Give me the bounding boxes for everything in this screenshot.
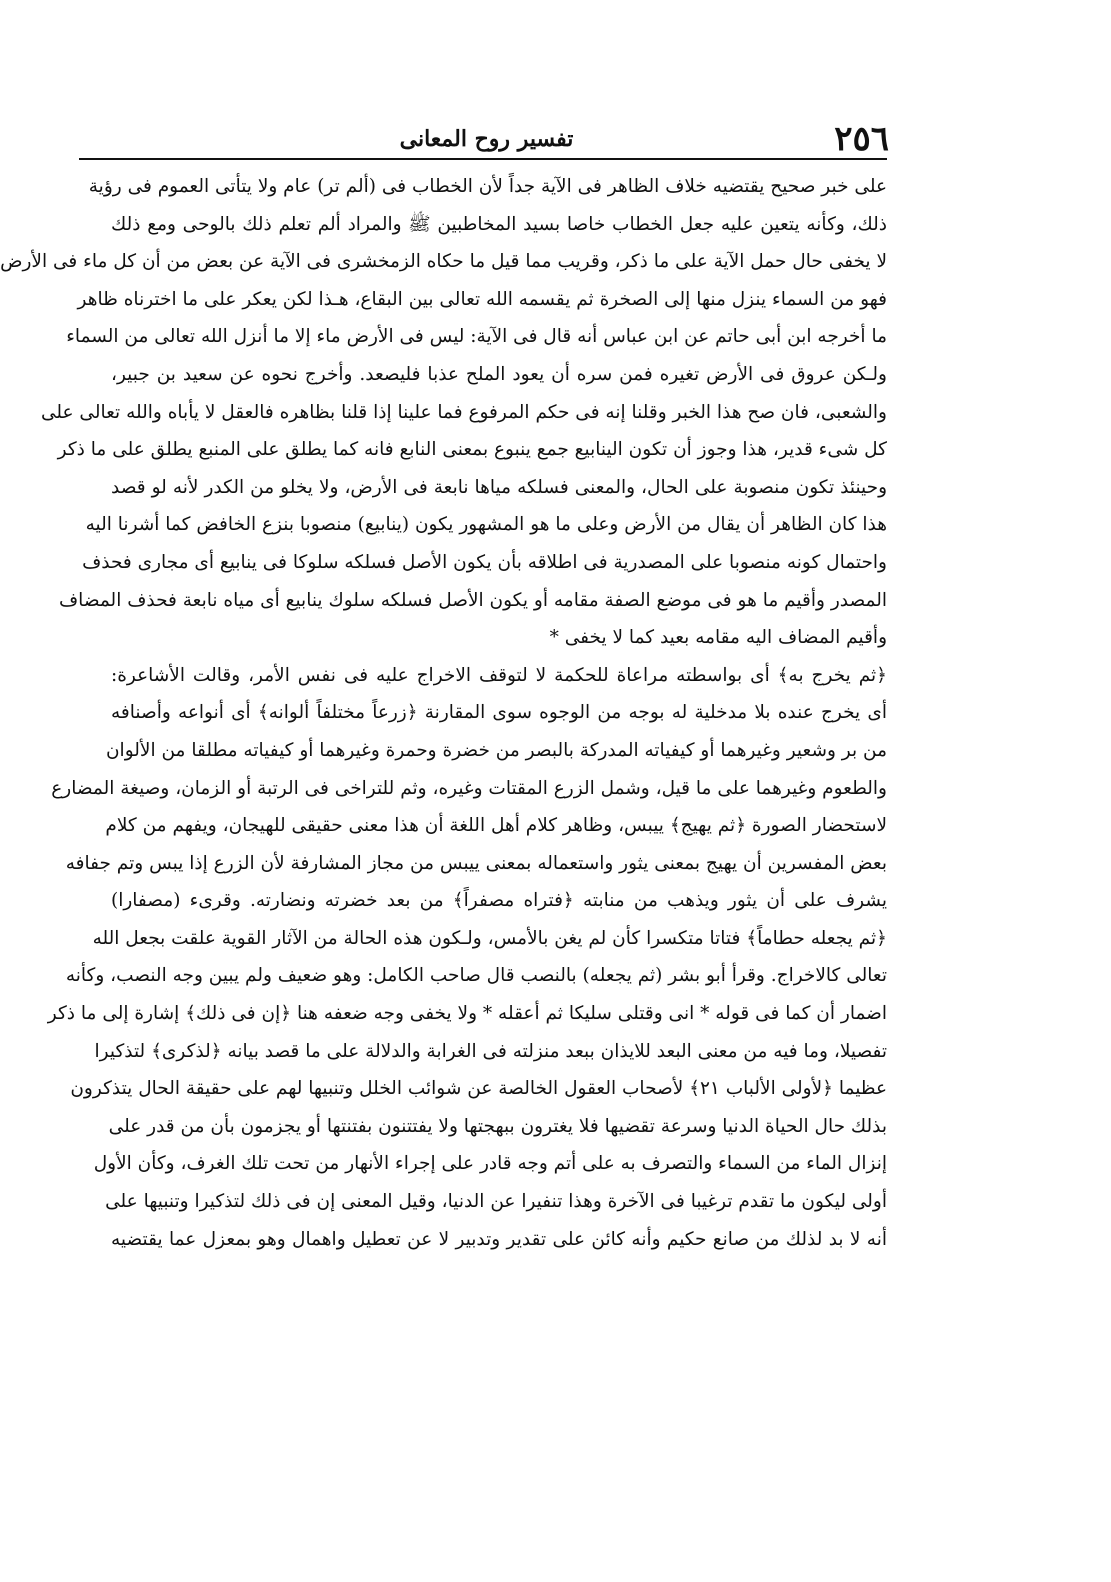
text-line: وحينئذ تكون منصوبة على الحال، والمعنى فسلكه مياها نابعة فى الأرض، ولا يخلو من الكدر لأنه لو قصد (111, 476, 887, 498)
text-line: على خبر صحيح يقتضيه خلاف الظاهر فى الآية جداً لأن الخطاب فى (ألم تر) عام ولا يتأتى العموم فى رؤية (88, 176, 887, 197)
text-line: بعض المفسرين أن يهيج بمعنى يثور واستعماله بمعنى ييبس من مجاز المشارفة لأن الزرع إذا يبس وتم جفافه (65, 852, 887, 874)
text-line: ما أخرجه ابن أبى حاتم عن ابن عباس أنه قال فى الآية: ليس فى الأرض ماء إلا ما أنزل الله تعالى من السماء (66, 326, 887, 348)
text-line: ولـكن عروق فى الأرض تغيره فمن سره أن يعود الملح عذبا فليصعد. وأخرج نحوه عن سعيد بن جبير، (111, 363, 887, 385)
text-line: واحتمال كونه منصوبا على المصدرية فى اطلاقه بأن يكون الأصل فسلكه سلوكا فى ينابيع أى مجارى فحذف (82, 551, 887, 573)
running-title: تفسير روح المعانى (399, 126, 574, 152)
text-line: إنزال الماء من السماء والتصرف به على أتم وجه قادر على إجراء الأنهار من تحت تلك الغرف، وكأن الأول (93, 1153, 887, 1175)
text-line: ﴿ثم يجعله حطاماً﴾ فتاتا متكسرا كأن لم يغن بالأمس، ولـكون هذه الحالة من الآثار القوية علقت بجعل الله (92, 927, 887, 949)
text-line: أولى ليكون ما تقدم ترغيبا فى الآخرة وهذا تنفيرا عن الدنيا، وقيل المعنى إن فى ذلك لتذكيرا وتنبيها على (105, 1191, 887, 1213)
text-line: بذلك حال الحياة الدنيا وسرعة تقضيها فلا يغترون ببهجتها ولا يفتتنون بفتنتها أو يجزمون بأن من قدر على (108, 1115, 887, 1137)
text-line: هذا كان الظاهر أن يقال من الأرض وعلى ما هو المشهور يكون (ينابيع) منصوبا بنزع الخافض كما أشرنا اليه (85, 514, 887, 536)
text-line: تعالى كالاخراج. وقرأ أبو بشر (ثم يجعله) بالنصب قال صاحب الكامل: وهو ضعيف ولم يبين وجه النصب، وكأنه (65, 965, 887, 987)
text-line: لاستحضار الصورة ﴿ثم يهيج﴾ ييبس، وظاهر كلام أهل اللغة أن هذا معنى حقيقى للهيجان، ويفهم من كلام (105, 815, 887, 837)
text-line: ذلك، وكأنه يتعين عليه جعل الخطاب خاصا بسيد المخاطبين ﷺ والمراد ألم تعلم ذلك بالوحى ومع ذلك (111, 213, 887, 235)
text-line: المصدر وأقيم ما هو فى موضع الصفة مقامه أو يكون الأصل فسلكه سلوك ينابيع أى مياه نابعة فحذف المضاف (59, 589, 887, 611)
text-line: اضمار أن كما فى قوله * انى وقتلى سليكا ثم أعقله * ولا يخفى وجه ضعفه هنا ﴿إن فى ذلك﴾ إشارة إلى ما ذكر (47, 1003, 887, 1025)
text-line: لا يخفى حال حمل الآية على ما ذكر، وقريب مما قيل ما حكاه الزمخشرى فى الآية عن بعض من أن كل ماء فى الأرض (0, 251, 887, 273)
text-line: ﴿ثم يخرج به﴾ أى بواسطته مراعاة للحكمة لا لتوقف الاخراج عليه فى نفس الأمر، وقالت الأشاعرة: (111, 664, 887, 686)
text-line: أنه لا بد لذلك من صانع حكيم وأنه كائن على تقدير وتدبير لا عن تعطيل واهمال وهو بمعزل عما يقتضيه (111, 1228, 887, 1250)
text-line: فهو من السماء ينزل منها إلى الصخرة ثم يقسمه الله تعالى بين البقاع، هـذا لكن يعكر على ما اخترناه ظاهر (77, 288, 887, 310)
page-number: ٢٥٦ (834, 119, 889, 159)
text-line: والطعوم وغيرهما على ما قيل، وشمل الزرع المقتات وغيره، وثم للتراخى فى الرتبة أو الزمان، وصيغة المضارع (51, 777, 887, 799)
page-header (84, 118, 889, 160)
text-line: كل شىء قدير، هذا وجوز أن تكون الينابيع جمع ينبوع بمعنى النابع فانه كما يطلق على المنبع يطلق على ما ذكر (57, 439, 887, 461)
text-line: من بر وشعير وغيرهما أو كيفياته المدركة بالبصر من خضرة وحمرة وغيرهما أو كيفياته مطلقا من الألوان (105, 739, 887, 761)
text-line: يشرف على أن يثور ويذهب من منابته ﴿فتراه مصفراً﴾ من بعد خضرته ونضارته. وقرىء (مصفارا) (111, 890, 887, 912)
text-line: تفصيلا، وما فيه من معنى البعد للايذان ببعد منزلته فى الغرابة والدلالة على ما قصد بيانه ﴿لذكرى﴾ لتذكيرا (94, 1040, 887, 1062)
text-line: عظيما ﴿لأولى الألباب ٢١﴾ لأصحاب العقول الخالصة عن شوائب الخلل وتنبيها لهم على حقيقة الحال يتذكرون (70, 1078, 887, 1100)
commentary-text (0, 168, 887, 1258)
text-line: وأقيم المضاف اليه مقامه بعيد كما لا يخفى * (549, 627, 887, 649)
header-rule (79, 158, 887, 160)
text-line: أى يخرج عنده بلا مدخلية له بوجه من الوجوه سوى المقارنة ﴿زرعاً مختلفاً ألوانه﴾ أى أنواعه وأصنافه (111, 702, 887, 724)
text-line: والشعبى، فان صح هذا الخبر وقلنا إنه فى حكم المرفوع فما علينا إذا قلنا بظاهره فالعقل لا يأباه والله تعالى على (40, 401, 887, 423)
